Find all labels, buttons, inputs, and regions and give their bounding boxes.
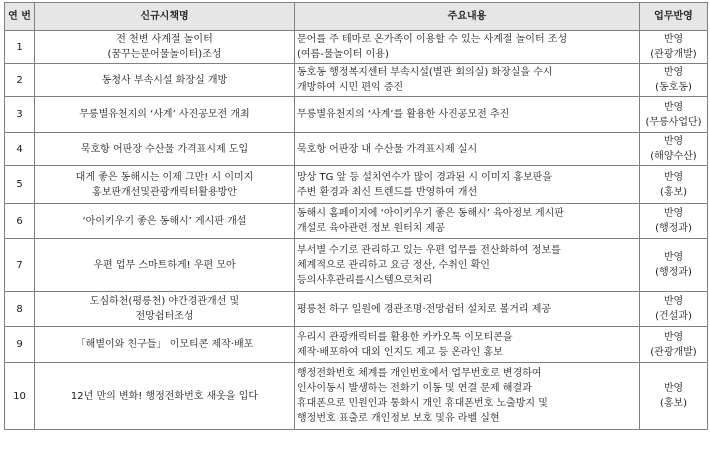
- row-number: 9: [5, 327, 35, 363]
- table-row: [5, 133, 708, 166]
- main-content-cell-line: 평릉천 하구 일원에 경관조명·전망쉼터 설치로 볼거리 제공: [297, 303, 552, 315]
- main-content-cell-line: 망상 TG 앞 등 설치연수가 많이 경과된 시 이미지 홍보판을: [297, 171, 552, 183]
- reflection-cell-line: (동호동): [655, 82, 692, 93]
- reflection-cell: [640, 327, 708, 363]
- main-content-cell-line: 문어를 주 테마로 온가족이 이용할 수 있는 사계절 놀이터 조성: [297, 34, 568, 45]
- row-number: 10: [5, 363, 35, 430]
- table-row: [5, 292, 708, 327]
- policy-name-cell-line: 대게 좋은 동해시는 이제 그만! 시 이미지: [75, 171, 254, 183]
- policy-name-cell-line: 동청사 부속시설 화장실 개방: [101, 74, 228, 86]
- reflection-cell-line: (건설과): [655, 311, 692, 322]
- policy-table-container: [4, 2, 707, 430]
- main-content-cell-line: 묵호항 어판장 내 수산물 가격표시제 실시: [297, 143, 478, 155]
- header-work-reflection: 업무반영: [640, 3, 708, 31]
- table-row: [5, 327, 708, 363]
- row-number: 6: [5, 204, 35, 239]
- reflection-cell-line: (행정과): [655, 267, 692, 278]
- reflection-cell-line: 반영: [663, 383, 684, 394]
- main-content-cell-line: 개방하여 시민 편익 증진: [297, 82, 404, 93]
- row-number: 7: [5, 239, 35, 292]
- reflection-cell-line: (관광개발): [650, 346, 697, 358]
- policy-name-cell: [35, 133, 295, 166]
- reflection-cell: [640, 292, 708, 327]
- reflection-cell: [640, 239, 708, 292]
- policy-name-cell-line: 12년 만의 변화! 행정전화번호 새옷을 입다: [70, 390, 259, 402]
- main-content-cell: [295, 239, 640, 292]
- reflection-cell-line: 반영: [663, 136, 684, 147]
- main-content-cell-line: 개설로 육아관련 정보 원터치 제공: [297, 223, 445, 234]
- policy-name-cell-line: 전망쉼터조성: [135, 311, 194, 322]
- main-content-cell-line: 주변 환경과 최신 트렌드를 반영하여 개선: [297, 186, 478, 198]
- main-content-cell-line: 제작·배포하여 대외 인지도 제고 등 온라인 홍보: [297, 346, 503, 358]
- reflection-cell: [640, 204, 708, 239]
- policy-name-cell-line: 무릉별유천지의 ‘사계’ 사진공모전 개최: [79, 109, 250, 120]
- policy-name-cell: [35, 31, 295, 64]
- reflection-cell-line: 반영: [663, 208, 684, 219]
- main-content-cell-line: 체계적으로 관리하고 요금 정산, 수취인 확인: [297, 259, 490, 271]
- policy-name-cell: [35, 239, 295, 292]
- policy-name-cell-line: 전 천변 사계절 놀이터: [116, 34, 213, 45]
- main-content-cell-line: 인사이동시 발생하는 전화기 이동 및 연결 문제 해결과: [297, 383, 532, 394]
- reflection-cell-line: 반영: [663, 171, 684, 183]
- reflection-cell-line: 반영: [663, 67, 684, 78]
- table-row: [5, 97, 708, 133]
- main-content-cell: [295, 64, 640, 97]
- table-row: [5, 363, 708, 430]
- policy-name-cell: [35, 327, 295, 363]
- policy-name-cell: [35, 97, 295, 133]
- table-body: [5, 31, 708, 430]
- new-policy-table: [4, 2, 708, 430]
- main-content-cell: [295, 292, 640, 327]
- reflection-cell-line: 반영: [663, 34, 684, 45]
- reflection-cell: [640, 166, 708, 204]
- reflection-cell-line: 반영: [663, 331, 684, 343]
- policy-name-cell-line: 「해볕이와 친구들」 이모티콘 제작·배포: [75, 339, 254, 350]
- reflection-cell-line: (무릉사업단): [645, 116, 702, 128]
- reflection-cell: [640, 363, 708, 430]
- main-content-cell: [295, 204, 640, 239]
- reflection-cell: [640, 97, 708, 133]
- reflection-cell: [640, 133, 708, 166]
- reflection-cell-line: (해양수산): [650, 151, 697, 162]
- reflection-cell: [640, 31, 708, 64]
- header-policy-name: 신규시책명: [35, 3, 295, 31]
- table-row: [5, 166, 708, 204]
- row-number: 4: [5, 133, 35, 166]
- reflection-cell-line: 반영: [663, 252, 684, 263]
- policy-name-cell-line: 우편 업무 스마트하게! 우편 모아: [93, 259, 236, 271]
- main-content-cell-line: 우리시 관광캐릭터를 활용한 카카오톡 이모티콘을: [297, 331, 513, 343]
- row-number: 2: [5, 64, 35, 97]
- main-content-cell-line: 행정전화번호 체계를 개인번호에서 업무번호로 변경하여: [297, 368, 542, 379]
- main-content-cell: [295, 363, 640, 430]
- table-row: [5, 31, 708, 64]
- main-content-cell: [295, 97, 640, 133]
- header-main-content: 주요내용: [295, 3, 640, 31]
- row-number: 5: [5, 166, 35, 204]
- main-content-cell-line: 동호동 행정복지센터 부속시설(별관 회의실) 화장실을 수시: [297, 67, 553, 78]
- policy-name-cell: [35, 292, 295, 327]
- table-row: [5, 239, 708, 292]
- main-content-cell: [295, 166, 640, 204]
- header-number: 연 번: [5, 3, 35, 31]
- policy-name-cell-line: 홍보판개선및관광캐릭터활용방안: [92, 186, 237, 198]
- row-number: 3: [5, 97, 35, 133]
- row-number: 1: [5, 31, 35, 64]
- policy-name-cell: [35, 166, 295, 204]
- main-content-cell-line: (여름-물놀이터 이용): [297, 49, 389, 60]
- table-row: [5, 64, 708, 97]
- main-content-cell-line: 휴대폰으로 민원인과 통화시 개인 휴대폰번호 노출방지 및: [297, 398, 548, 409]
- policy-name-cell-line: (꿈꾸는문어물놀이터)조성: [107, 49, 222, 60]
- main-content-cell-line: 행정번호 표출로 개인정보 보호 및유 라벨 실현: [297, 413, 500, 424]
- main-content-cell-line: 부서별 수기로 관리하고 있는 우편 업무를 전산화하여 정보를: [297, 244, 561, 256]
- main-content-cell-line: 동해시 홈페이지에 ‘아이키우기 좋은 동해시’ 육아정보 게시판: [297, 208, 564, 219]
- policy-name-cell-line: ‘아이키우기 좋은 동해시’ 게시판 개설: [82, 215, 247, 227]
- main-content-cell: [295, 133, 640, 166]
- main-content-cell-line: 무릉별유천지의 ‘사계’를 활용한 사진공모전 추진: [297, 109, 510, 120]
- reflection-cell-line: 반영: [663, 296, 684, 307]
- reflection-cell-line: 반영: [663, 101, 684, 113]
- main-content-cell: [295, 327, 640, 363]
- reflection-cell-line: (홍보): [659, 398, 688, 409]
- main-content-cell: [295, 31, 640, 64]
- policy-name-cell: [35, 204, 295, 239]
- policy-name-cell-line: 묵호항 어판장 수산물 가격표시제 도입: [80, 143, 249, 155]
- reflection-cell-line: (관광개발): [650, 49, 697, 60]
- policy-name-cell: [35, 64, 295, 97]
- row-number: 8: [5, 292, 35, 327]
- reflection-cell: [640, 64, 708, 97]
- policy-name-cell-line: 도심하천(평릉천) 야간경관개선 및: [89, 296, 240, 307]
- policy-name-cell: [35, 363, 295, 430]
- table-header-row: [5, 3, 708, 31]
- table-row: [5, 204, 708, 239]
- reflection-cell-line: (홍보): [659, 186, 688, 198]
- main-content-cell-line: 등의사후관리를시스템으로처리: [297, 274, 433, 286]
- reflection-cell-line: (행정과): [655, 223, 692, 234]
